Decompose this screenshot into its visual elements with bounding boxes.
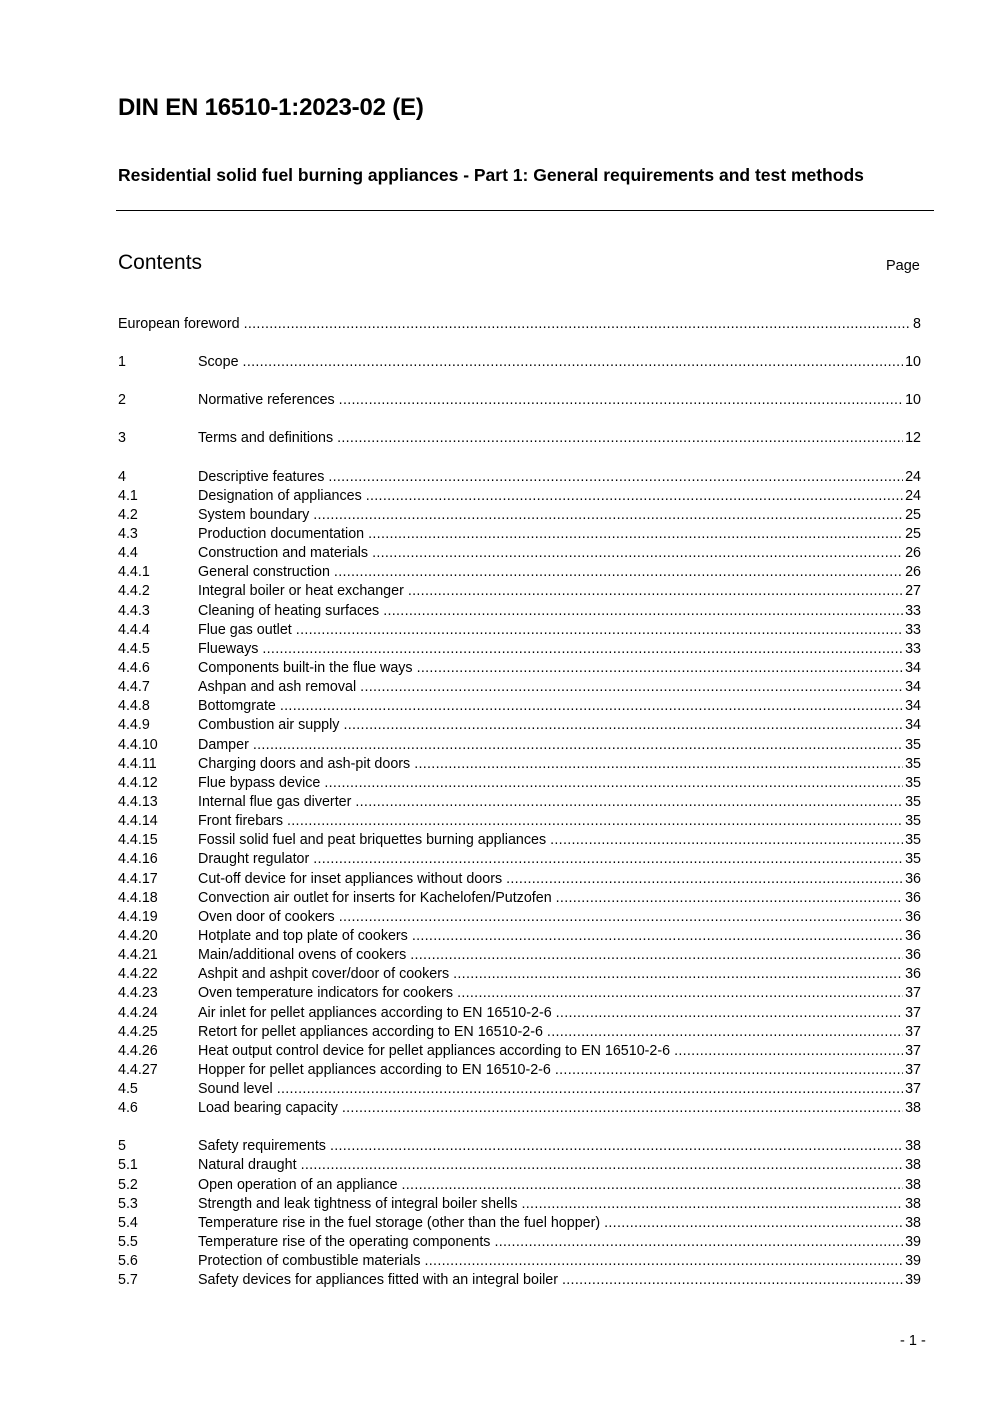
toc-entry-title: Normative references	[198, 392, 335, 409]
toc-entry-title: Retort for pellet appliances according to EN 16510-2-6	[198, 1023, 543, 1040]
toc-dot-leader	[372, 544, 903, 563]
toc-entry[interactable]	[118, 946, 921, 965]
toc-dot-leader	[522, 1195, 904, 1214]
toc-entry[interactable]	[118, 506, 921, 525]
toc-entry-page: 26	[905, 564, 921, 581]
toc-entry[interactable]	[118, 831, 921, 850]
toc-entry-page: 38	[905, 1176, 921, 1193]
toc-entry[interactable]	[118, 468, 921, 487]
toc-entry-number: 4.4.12	[118, 774, 158, 791]
toc-dot-leader	[556, 889, 903, 908]
toc-entry[interactable]	[118, 621, 921, 640]
toc-dot-leader	[550, 831, 903, 850]
toc-entry-page: 36	[905, 947, 921, 964]
toc-entry-title: Sound level	[198, 1081, 273, 1098]
toc-dot-leader	[360, 678, 903, 697]
toc-entry-number: 4.4.17	[118, 870, 158, 887]
toc-entry-title: Front firebars	[198, 813, 284, 830]
toc-entry-title: Terms and definitions	[198, 430, 334, 447]
toc-entry-page: 34	[905, 659, 921, 676]
toc-entry-title: Open operation of an appliance	[198, 1176, 398, 1193]
toc-dot-leader	[355, 793, 903, 812]
toc-entry-title: Safety devices for appliances fitted with an integral boiler	[198, 1272, 559, 1289]
toc-entry-title: Main/additional ovens of cookers	[198, 947, 407, 964]
toc-entry-page: 35	[905, 755, 921, 772]
toc-dot-leader	[313, 850, 903, 869]
toc-entry-number: 1	[118, 354, 126, 371]
document-title: Residential solid fuel burning appliances - Part 1: General requirements and test methods	[118, 165, 864, 185]
toc-entry-page: 36	[905, 927, 921, 944]
toc-entry-title: Cleaning of heating surfaces	[198, 602, 380, 619]
toc-entry-title: Heat output control device for pellet appliances according to EN 16510-2-6	[198, 1042, 671, 1059]
toc-entry-title: Oven door of cookers	[198, 908, 335, 925]
toc-dot-leader	[337, 429, 903, 448]
toc-dot-leader	[296, 621, 903, 640]
toc-entry-title: Draught regulator	[198, 851, 310, 868]
toc-entry-number: 5.3	[118, 1195, 138, 1212]
toc-entry-title: Protection of combustible materials	[198, 1253, 421, 1270]
toc-entry-title: Hopper for pellet appliances according to EN 16510-2-6	[198, 1061, 551, 1078]
toc-entry-number: 4.4.15	[118, 832, 158, 849]
toc-entry-title: Components built-in the flue ways	[198, 659, 413, 676]
toc-entry-page: 36	[905, 889, 921, 906]
toc-entry-page: 38	[905, 1100, 921, 1117]
toc-entry[interactable]	[118, 659, 921, 678]
toc-entry-page: 10	[905, 354, 921, 371]
toc-entry-title: Convection air outlet for inserts for Kachelofen/Putzofen	[198, 889, 552, 906]
toc-entry-number: 4.4.22	[118, 966, 158, 983]
toc-entry[interactable]	[118, 1214, 921, 1233]
toc-entry-page: 36	[905, 870, 921, 887]
toc-entry-page: 38	[905, 1214, 921, 1231]
toc-entry[interactable]	[118, 640, 921, 659]
toc-entry-number: 4.4.7	[118, 679, 150, 696]
toc-entry-number: 3	[118, 430, 126, 447]
toc-entry-title: Flueways	[198, 640, 259, 657]
toc-entry[interactable]	[118, 984, 921, 1003]
toc-entry-title: Strength and leak tightness of integral boiler shells	[198, 1195, 518, 1212]
toc-entry-title: Combustion air supply	[198, 717, 340, 734]
toc-entry[interactable]	[118, 1099, 921, 1118]
toc-entry[interactable]	[118, 391, 921, 410]
toc-entry-page: 34	[905, 717, 921, 734]
toc-entry-number: 4.4.16	[118, 851, 158, 868]
toc-entry[interactable]	[118, 1137, 921, 1156]
toc-entry-number: 2	[118, 392, 126, 409]
toc-entry-title: Damper	[198, 736, 249, 753]
toc-entry-page: 33	[905, 602, 921, 619]
toc-dot-leader	[330, 1137, 903, 1156]
toc-entry-page: 39	[905, 1234, 921, 1251]
toc-entry-number: 4.4.2	[118, 583, 150, 600]
toc-entry[interactable]	[118, 697, 921, 716]
toc-entry-number: 5.2	[118, 1176, 138, 1193]
toc-entry-title: Cut-off device for inset appliances without doors	[198, 870, 503, 887]
title-rule	[116, 210, 934, 211]
toc-entry-page: 37	[905, 1042, 921, 1059]
toc-entry-page: 35	[905, 774, 921, 791]
toc-entry-title: Ashpan and ash removal	[198, 679, 357, 696]
toc-entry-page: 37	[905, 1081, 921, 1098]
toc-entry[interactable]	[118, 353, 921, 372]
toc-dot-leader	[506, 870, 903, 889]
toc-dot-leader	[562, 1271, 903, 1290]
toc-entry-page: 36	[905, 966, 921, 983]
toc-entry-title: Descriptive features	[198, 468, 325, 485]
toc-entry[interactable]	[118, 774, 921, 793]
toc-entry-title: Oven temperature indicators for cookers	[198, 985, 454, 1002]
toc-dot-leader	[417, 659, 904, 678]
toc-entry-number: 4.4	[118, 545, 138, 562]
toc-entry-page: 26	[905, 545, 921, 562]
toc-entry[interactable]	[118, 487, 921, 506]
toc-entry-number: 4.4.27	[118, 1061, 158, 1078]
toc-dot-leader	[287, 812, 903, 831]
toc-entry-number: 4.4.21	[118, 947, 158, 964]
toc-entry-page: 39	[905, 1253, 921, 1270]
toc-dot-leader	[366, 487, 903, 506]
toc-entry-page: 24	[905, 468, 921, 485]
toc-dot-leader	[277, 1080, 903, 1099]
toc-entry[interactable]	[118, 582, 921, 601]
toc-entry-title: Charging doors and ash-pit doors	[198, 755, 411, 772]
toc-entry-number: 4.5	[118, 1081, 138, 1098]
toc-dot-leader	[368, 525, 903, 544]
toc-dot-leader	[328, 468, 903, 487]
toc-entry[interactable]	[118, 429, 921, 448]
toc-entry-title: Flue gas outlet	[198, 621, 292, 638]
toc-entry-title: Load bearing capacity	[198, 1100, 338, 1117]
toc-entry-title: Production documentation	[198, 525, 365, 542]
toc-entry-page: 25	[905, 525, 921, 542]
toc-entry-number: 5.1	[118, 1157, 138, 1174]
toc-entry-number: 4	[118, 468, 126, 485]
toc-entry-page: 10	[905, 392, 921, 409]
toc-entry[interactable]	[118, 908, 921, 927]
toc-entry[interactable]	[118, 563, 921, 582]
toc-entry-title: Integral boiler or heat exchanger	[198, 583, 404, 600]
toc-entry[interactable]	[118, 315, 921, 334]
toc-entry[interactable]	[118, 736, 921, 755]
toc-entry-page: 8	[913, 316, 921, 332]
toc-dot-leader	[313, 506, 903, 525]
toc-dot-leader	[280, 697, 903, 716]
toc-dot-leader	[334, 563, 903, 582]
toc-entry-number: 4.4.14	[118, 813, 158, 830]
toc-entry-page: 38	[905, 1157, 921, 1174]
toc-entry-number: 5.4	[118, 1214, 138, 1231]
toc-dot-leader	[556, 1004, 903, 1023]
toc-entry-page: 25	[905, 506, 921, 523]
toc-entry-number: 4.4.5	[118, 640, 150, 657]
toc-entry-title: Construction and materials	[198, 545, 369, 562]
toc-entry-title: Natural draught	[198, 1157, 297, 1174]
toc-entry-number: 5.6	[118, 1253, 138, 1270]
toc-entry-number: 4.4.25	[118, 1023, 158, 1040]
toc-entry-number: 4.4.1	[118, 564, 150, 581]
toc-entry-page: 37	[905, 1004, 921, 1021]
toc-entry[interactable]	[118, 1080, 921, 1099]
toc-entry[interactable]	[118, 1195, 921, 1214]
toc-entry-title: System boundary	[198, 506, 310, 523]
toc-dot-leader	[674, 1042, 903, 1061]
toc-entry-page: 37	[905, 985, 921, 1002]
toc-entry-number: 4.4.26	[118, 1042, 158, 1059]
toc-entry[interactable]	[118, 602, 921, 621]
contents-heading: Contents	[118, 251, 203, 274]
toc-dot-leader	[547, 1023, 903, 1042]
toc-entry[interactable]	[118, 1233, 921, 1252]
toc-entry[interactable]	[118, 1252, 921, 1271]
toc-entry-number: 4.4.3	[118, 602, 150, 619]
toc-dot-leader	[342, 1099, 903, 1118]
toc-entry[interactable]	[118, 850, 921, 869]
document-id: DIN EN 16510-1:2023-02 (E)	[118, 94, 424, 121]
toc-entry-number: 4.6	[118, 1100, 138, 1117]
toc-entry[interactable]	[118, 889, 921, 908]
toc-entry-title: Internal flue gas diverter	[198, 793, 352, 810]
table-of-contents	[118, 315, 921, 1290]
toc-entry-page: 35	[905, 736, 921, 753]
toc-dot-leader	[253, 736, 903, 755]
toc-dot-leader	[244, 315, 911, 334]
toc-entry-page: 37	[905, 1023, 921, 1040]
toc-entry-number: 4.4.13	[118, 793, 158, 810]
toc-entry-number: 4.4.6	[118, 659, 150, 676]
page-column-label: Page	[886, 258, 920, 274]
toc-entry-page: 38	[905, 1195, 921, 1212]
toc-entry-number: 4.4.8	[118, 698, 150, 715]
toc-dot-leader	[339, 391, 903, 410]
toc-entry-number: 5.5	[118, 1234, 138, 1251]
toc-dot-leader	[324, 774, 903, 793]
toc-entry-title: Scope	[198, 354, 239, 371]
toc-dot-leader	[414, 755, 903, 774]
toc-entry-number: 4.4.9	[118, 717, 150, 734]
toc-entry[interactable]	[118, 870, 921, 889]
toc-dot-leader	[339, 908, 903, 927]
toc-entry-page: 35	[905, 851, 921, 868]
toc-entry-number: 4.4.24	[118, 1004, 158, 1021]
toc-dot-leader	[457, 984, 903, 1003]
toc-dot-leader	[494, 1233, 903, 1252]
toc-entry-page: 24	[905, 487, 921, 504]
toc-dot-leader	[425, 1252, 904, 1271]
toc-entry-page: 37	[905, 1061, 921, 1078]
toc-dot-leader	[604, 1214, 903, 1233]
toc-dot-leader	[243, 353, 904, 372]
toc-entry-page: 34	[905, 698, 921, 715]
toc-entry-title: Flue bypass device	[198, 774, 321, 791]
toc-entry-title: Ashpit and ashpit cover/door of cookers	[198, 966, 450, 983]
toc-dot-leader	[301, 1156, 904, 1175]
toc-entry[interactable]	[118, 1176, 921, 1195]
toc-entry-title: General construction	[198, 564, 330, 581]
toc-entry[interactable]	[118, 678, 921, 697]
toc-entry-number: 4.3	[118, 525, 138, 542]
toc-entry-title: Fossil solid fuel and peat briquettes burning appliances	[198, 832, 547, 849]
toc-entry[interactable]	[118, 1271, 921, 1290]
toc-entry[interactable]	[118, 755, 921, 774]
toc-entry-page: 12	[905, 430, 921, 447]
toc-dot-leader	[408, 582, 903, 601]
toc-entry[interactable]	[118, 1004, 921, 1023]
toc-entry-title: Designation of appliances	[198, 487, 362, 504]
toc-entry-number: 4.4.23	[118, 985, 158, 1002]
toc-entry[interactable]	[118, 1156, 921, 1175]
toc-dot-leader	[410, 946, 903, 965]
toc-dot-leader	[402, 1176, 904, 1195]
toc-entry[interactable]	[118, 544, 921, 563]
toc-entry[interactable]	[118, 1042, 921, 1061]
toc-entry-title: Bottomgrate	[198, 698, 276, 715]
toc-entry-title: Hotplate and top plate of cookers	[198, 927, 408, 944]
toc-entry-title: Air inlet for pellet appliances according to EN 16510-2-6	[198, 1004, 552, 1021]
toc-entry-number: 4.4.19	[118, 908, 158, 925]
toc-entry-number: 4.4.20	[118, 927, 158, 944]
toc-dot-leader	[453, 965, 903, 984]
toc-entry[interactable]	[118, 1023, 921, 1042]
toc-entry-number: 4.2	[118, 506, 138, 523]
toc-entry[interactable]	[118, 1061, 921, 1080]
toc-entry-title: European foreword	[118, 316, 240, 332]
toc-entry-page: 35	[905, 813, 921, 830]
toc-dot-leader	[343, 716, 903, 735]
toc-entry-number: 4.4.4	[118, 621, 150, 638]
toc-entry-page: 35	[905, 832, 921, 849]
toc-entry-number: 4.4.18	[118, 889, 158, 906]
toc-entry-page: 38	[905, 1138, 921, 1155]
toc-entry-page: 27	[905, 583, 921, 600]
toc-dot-leader	[412, 927, 903, 946]
toc-entry[interactable]	[118, 793, 921, 812]
toc-entry-number: 5.7	[118, 1272, 138, 1289]
toc-entry[interactable]	[118, 525, 921, 544]
toc-entry-page: 34	[905, 679, 921, 696]
toc-entry-number: 4.4.10	[118, 736, 158, 753]
toc-entry-title: Safety requirements	[198, 1138, 326, 1155]
toc-entry-number: 4.4.11	[118, 755, 157, 772]
toc-dot-leader	[555, 1061, 903, 1080]
toc-entry[interactable]	[118, 812, 921, 831]
toc-entry-page: 36	[905, 908, 921, 925]
toc-entry-page: 33	[905, 640, 921, 657]
toc-entry-page: 35	[905, 793, 921, 810]
toc-entry-page: 39	[905, 1272, 921, 1289]
toc-dot-leader	[383, 602, 903, 621]
toc-entry-title: Temperature rise of the operating components	[198, 1234, 491, 1251]
toc-entry-number: 5	[118, 1138, 126, 1155]
toc-dot-leader	[262, 640, 903, 659]
toc-entry-number: 4.1	[118, 487, 138, 504]
page-number: - 1 -	[900, 1333, 926, 1349]
toc-entry-page: 33	[905, 621, 921, 638]
toc-entry[interactable]	[118, 927, 921, 946]
toc-entry[interactable]	[118, 716, 921, 735]
toc-entry[interactable]	[118, 965, 921, 984]
toc-entry-title: Temperature rise in the fuel storage (other than the fuel hopper)	[198, 1214, 601, 1231]
